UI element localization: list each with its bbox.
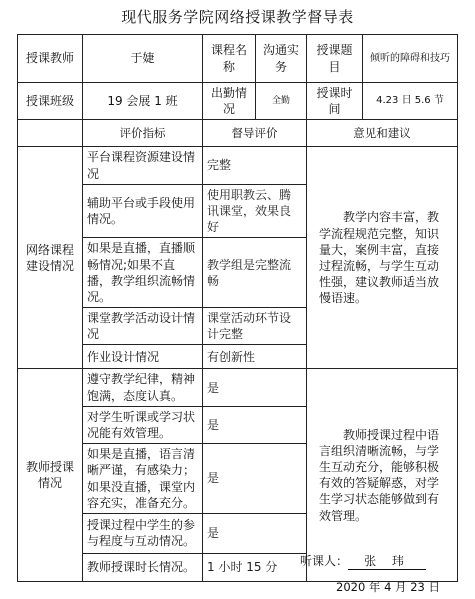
- indicator-cell: 辅助平台或手段使用情况。: [83, 184, 203, 238]
- empty-corner-cell: [18, 120, 83, 147]
- indicator-cell: 如果是直播，直播顺畅情况;如果不直播，教学组织流畅情况。: [83, 238, 203, 308]
- table-row: [18, 147, 458, 184]
- header-row-2: [18, 83, 458, 120]
- evaluation-cell: 1 小时 15 分: [203, 553, 307, 581]
- header-row-1: [18, 35, 458, 83]
- evaluation-cell: 有创新性: [203, 345, 307, 369]
- signature-date: 2020 年 4 月 23 日: [336, 580, 440, 594]
- supervision-table: [17, 34, 458, 582]
- evaluation-cell: 课堂活动环节设计完整: [203, 308, 307, 345]
- opinion-cell: 教师授课过程中语言组织清晰流畅，与学生互动充分，能够积极有效的答疑解惑，对学生学习状态能够做到有效管理。: [307, 369, 458, 582]
- listener-label: 听课人：: [300, 554, 349, 568]
- evaluation-cell: 是: [203, 369, 307, 406]
- evaluation-cell: 是: [203, 406, 307, 443]
- class-label: 授课班级: [18, 83, 83, 120]
- teacher-value: 于婕: [83, 35, 203, 83]
- indicator-cell: 对学生听课或学习状况能有效管理。: [83, 406, 203, 443]
- indicator-cell: 作业设计情况: [83, 345, 203, 369]
- teacher-label: 授课教师: [18, 35, 83, 83]
- page-title: 现代服务学院网络授课教学督导表: [121, 8, 354, 26]
- evaluation-header: 督导评价: [203, 120, 307, 147]
- table-row: [18, 369, 458, 406]
- class-value: 19 会展 1 班: [83, 83, 203, 120]
- course-label: 课程名称: [203, 35, 256, 83]
- listener-name: 张 玮: [348, 552, 426, 570]
- section-name: 网络课程建设情况: [18, 147, 83, 369]
- evaluation-cell: 是: [203, 444, 307, 514]
- evaluation-cell: 完整: [203, 147, 307, 184]
- topic-value: 倾听的障碍和技巧: [363, 35, 458, 83]
- indicator-header: 评价指标: [83, 120, 203, 147]
- indicator-cell: 遵守教学纪律，精神饱满，态度认真。: [83, 369, 203, 406]
- evaluation-cell: 教学组是完整流畅: [203, 238, 307, 308]
- indicator-cell: 教师授课时长情况。: [83, 553, 203, 581]
- indicator-cell: 授课过程中学生的参与程度与互动情况。: [83, 513, 203, 553]
- opinion-cell: 教学内容丰富，教学流程规范完整，知识量大，案例丰富，直接过程流畅，与学生互动性强，建议教师适当放慢语速。: [307, 147, 458, 369]
- column-header-row: [18, 120, 458, 147]
- indicator-cell: 如果是直播，语言清晰严谨，有感染力；如果没直播，课堂内容充实，准备充分。: [83, 444, 203, 514]
- attendance-label: 出勤情况: [203, 83, 256, 120]
- indicator-cell: 平台课程资源建设情况: [83, 147, 203, 184]
- indicator-cell: 课堂教学活动设计情况: [83, 308, 203, 345]
- evaluation-cell: 是: [203, 513, 307, 553]
- topic-label: 授课题目: [307, 35, 363, 83]
- time-value: 4.23 日 5.6 节: [363, 83, 458, 120]
- section-name: 教师授课情况: [18, 369, 83, 582]
- course-value: 沟通实务: [256, 35, 307, 83]
- opinion-header: 意见和建议: [307, 120, 458, 147]
- attendance-value: 全勤: [256, 83, 307, 120]
- evaluation-cell: 使用职教云、腾讯课堂，效果良好: [203, 184, 307, 238]
- listener-signature: [300, 552, 426, 570]
- time-label: 授课时间: [307, 83, 363, 120]
